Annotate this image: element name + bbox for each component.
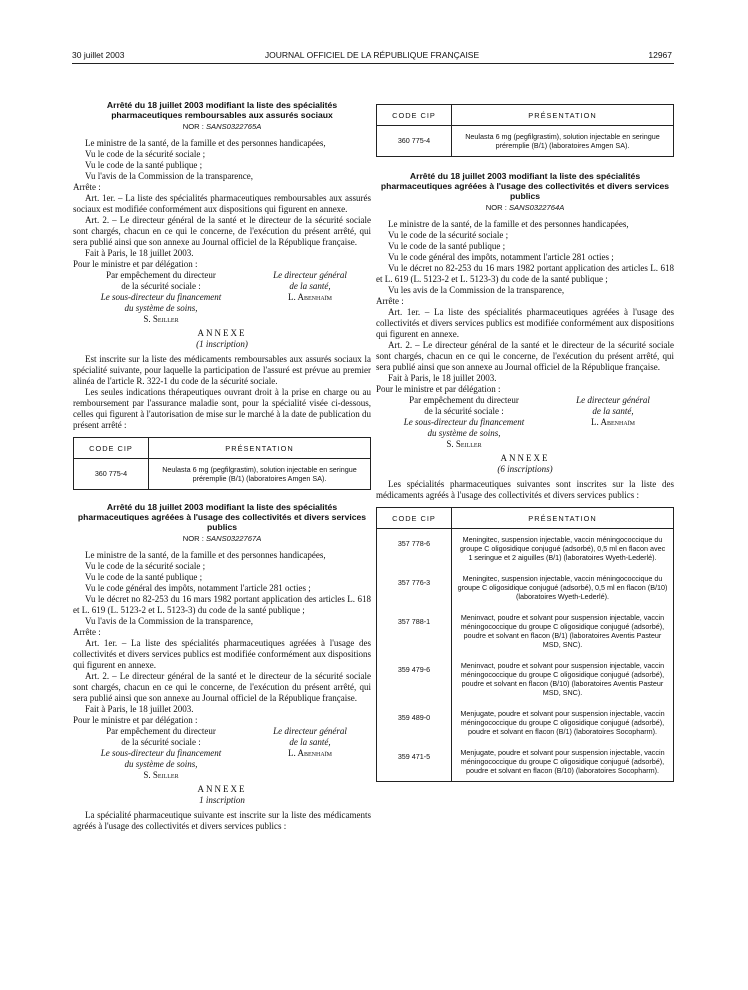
table-row: 357 778-6 Meningitec, suspension injectable, vaccin méningococcique du groupe C oligosidique conjugué (adsorbé), 0,5 ml en flacon avec 1 seringue et 2 aiguilles (B/1) (laboratoires Wyeth-Lederlé). [377,529,674,569]
a3-art2: Art. 2. – Le directeur général de la santé et le directeur de la sécurité sociale sont chargés, chacun en ce qui le concerne, de l'exécution du présent arrêté, qui sera publié ainsi que son annexe au Journal officiel de la République française. [376,340,674,372]
a1-art1: Art. 1er. – La liste des spécialités pharmaceutiques remboursables aux assurés sociaux est modifiée conformément aux dispositions qui figurent en annexe. [73,193,371,214]
a3-th-pres: PRÉSENTATION [452,508,674,529]
a2-inscription: 1 inscription [199,795,245,805]
a3-signatures [376,395,674,449]
a3-annex-p: Les spécialités pharmaceutiques suivantes sont inscrites sur la liste des médicaments agréés à l'usage des collectivités et divers services publics : [376,479,674,500]
a2-p5: Vu l'avis de la Commission de la transparence, [85,616,254,626]
a1-p2: Vu le code de la santé publique ; [85,160,203,170]
a2-nor: NOR : SANS0322767A [182,534,262,543]
table-row: 357 776-3 Meningitec, suspension injectable, vaccin méningococcique du groupe C oligosidique conjugué (adsorbé), 0,5 ml en flacon (B/10) (laboratoires Wyeth-Lederlé). [377,568,674,607]
a3-p2: Vu le code de la santé publique ; [388,241,506,251]
a3-sig-right: Le directeur général de la santé, L. Abenhaïm [576,395,650,427]
a3-nor: NOR : SANS0322764A [485,203,565,212]
a2-p1: Vu le code de la sécurité sociale ; [85,561,206,571]
a2-p2: Vu le code de la santé publique ; [85,572,203,582]
a2-signatures [73,726,371,780]
a1-art2: Art. 2. – Le directeur général de la santé et le directeur de la sécurité sociale sont chargés, chacun en ce qui le concerne, de l'exécution du présent arrêté, qui sera publié ainsi que son annexe au Journal officiel de la République française. [73,215,371,247]
a3-p4: Vu le décret no 82-253 du 16 mars 1982 portant application des articles L. 618 et L. 619 (L. 5123-2 et L. 5123-3) du code de la santé publique ; [376,263,674,284]
a3-annexe: ANNEXE [500,453,550,463]
a1-annex-p0: Est inscrite sur la liste des médicaments remboursables aux assurés sociaux la spécialité suivante, pour laquelle la participation de l'assuré est prévue au premier alinéa de l'article R. 322-1 du code de la sécurité sociale. [73,354,371,386]
a3-title: Arrêté du 18 juillet 2003 modifiant la liste des spécialités pharmaceutiques agréées à l'usage des collectivités et divers services publics [380,171,670,201]
a1-p1: Vu le code de la sécurité sociale ; [85,149,206,159]
a2-fait: Fait à Paris, le 18 juillet 2003. [85,704,194,714]
a3-p1: Vu le code de la sécurité sociale ; [388,230,509,240]
a2-art1: Art. 1er. – La liste des spécialités pharmaceutiques agréées à l'usage des collectivités et divers services publics est modifiée conformément aux dispositions qui figurent en annexe. [73,638,371,670]
header-date: 30 juillet 2003 [72,50,125,60]
a1-fait: Fait à Paris, le 18 juillet 2003. [85,248,194,258]
a1-annexe: ANNEXE [197,328,247,338]
table-row: 359 471-5 Menjugate, poudre et solvant pour suspension injectable, vaccin méningococcique du groupe C oligosidique conjugué (adsorbé), poudre et solvant en flacon (B/10) (laboratoires Socopharm). [377,742,674,782]
table-row: 359 479-6 Meninvact, poudre et solvant pour suspension injectable, vaccin méningococcique du groupe C oligosidique conjugué (adsorbé), poudre et solvant en flacon (B/10) (laboratoires Aventis Pasteur MSD, SNC). [377,655,674,703]
a2-title: Arrêté du 18 juillet 2003 modifiant la liste des spécialités pharmaceutiques agréées à l'usage des collectivités et divers services publics [77,502,367,532]
a2-table [376,104,674,157]
a2-arrete: Arrête : [73,627,101,637]
a2-sig-right: Le directeur général de la santé, L. Abenhaïm [273,726,347,758]
a1-p0: Le ministre de la santé, de la famille et des personnes handicapées, [85,138,326,148]
table-row: 357 788-1 Meninvact, poudre et solvant pour suspension injectable, vaccin méningococcique du groupe C oligosidique conjugué (adsorbé), poudre et solvant en flacon (B/1) (laboratoires Aventis Pasteur MSD, SNC). [377,607,674,655]
table-row: 359 489-0 Menjugate, poudre et solvant pour suspension injectable, vaccin méningococcique du groupe C oligosidique conjugué (adsorbé), poudre et solvant en flacon (B/1) (laboratoires Socopharm). [377,703,674,742]
a2-annexe: ANNEXE [197,784,247,794]
table-row: 360 775-4 Neulasta 6 mg (pegfilgrastim), solution injectable en seringue préremplie (B/1) (laboratoires Amgen SA). [377,126,674,157]
a3-fait: Fait à Paris, le 18 juillet 2003. [388,373,497,383]
a2-th-code: CODE CIP [377,105,452,126]
a3-table [376,507,674,782]
page-header [72,50,672,64]
a1-signatures [73,270,371,324]
a2-th-pres: PRÉSENTATION [452,105,674,126]
a3-p5: Vu les avis de la Commission de la transparence, [388,285,565,295]
a3-arrete: Arrête : [376,296,404,306]
a2-pour: Pour le ministre et par délégation : [73,715,198,725]
a2-sig-left: Par empêchement du directeur de la sécurité sociale : Le sous-directeur du financement du système de soins, S. Seiller [100,726,222,780]
a1-sig-left: Par empêchement du directeur de la sécurité sociale : Le sous-directeur du financement du système de soins, S. Seiller [100,270,222,324]
a3-inscription: (6 inscriptions) [497,464,553,474]
a1-pour: Pour le ministre et par délégation : [73,259,198,269]
a3-p3: Vu le code général des impôts, notamment l'article 281 octies ; [388,252,614,262]
header-journal: JOURNAL OFFICIEL DE LA RÉPUBLIQUE FRANÇAISE [264,50,480,60]
a1-nor: NOR : SANS0322765A [182,122,262,131]
a1-arrete: Arrête : [73,182,101,192]
a2-p0: Le ministre de la santé, de la famille et des personnes handicapées, [85,550,326,560]
right-column [376,104,674,782]
a1-th-code: CODE CIP [74,438,149,459]
a3-art1: Art. 1er. – La liste des spécialités pharmaceutiques agréées à l'usage des collectivités et divers services publics est modifiée conformément aux dispositions qui figurent en annexe. [376,307,674,339]
a1-annex-p1: Les seules indications thérapeutiques ouvrant droit à la prise en charge ou au remboursement par l'assurance maladie sont, pour la spécialité visée ci-dessous, celles qui figurent à l'autorisation de mise sur le marché à la date de publication du présent arrêté : [73,387,371,430]
a1-table [73,437,371,490]
a2-annex-p: La spécialité pharmaceutique suivante est inscrite sur la liste des médicaments agréés à l'usage des collectivités et divers services publics : [73,810,371,831]
header-page-number: 12967 [648,50,672,60]
a1-p3: Vu l'avis de la Commission de la transparence, [85,171,254,181]
a1-th-pres: PRÉSENTATION [149,438,371,459]
header-rule [72,63,674,64]
a3-th-code: CODE CIP [377,508,452,529]
a2-art2: Art. 2. – Le directeur général de la santé et le directeur de la sécurité sociale sont chargés, chacun en ce qui le concerne, de l'exécution du présent arrêté, qui sera publié ainsi que son annexe au Journal officiel de la République française. [73,671,371,703]
a1-inscription: (1 inscription) [196,339,248,349]
a1-sig-right: Le directeur général de la santé, L. Abenhaïm [273,270,347,302]
left-column [73,100,371,832]
a3-pour: Pour le ministre et par délégation : [376,384,501,394]
a1-title: Arrêté du 18 juillet 2003 modifiant la liste des spécialités pharmaceutiques remboursables aux assurés sociaux [106,100,338,120]
a2-p3: Vu le code général des impôts, notamment l'article 281 octies ; [85,583,311,593]
a2-p4: Vu le décret no 82-253 du 16 mars 1982 portant application des articles L. 618 et L. 619 (L. 5123-2 et L. 5123-3) du code de la santé publique ; [73,594,371,615]
a3-p0: Le ministre de la santé, de la famille et des personnes handicapées, [388,219,629,229]
a3-sig-left: Par empêchement du directeur de la sécurité sociale : Le sous-directeur du financement du système de soins, S. Seiller [403,395,525,449]
table-row: 360 775-4 Neulasta 6 mg (pegfilgrastim), solution injectable en seringue préremplie (B/1) (laboratoires Amgen SA). [74,459,371,490]
